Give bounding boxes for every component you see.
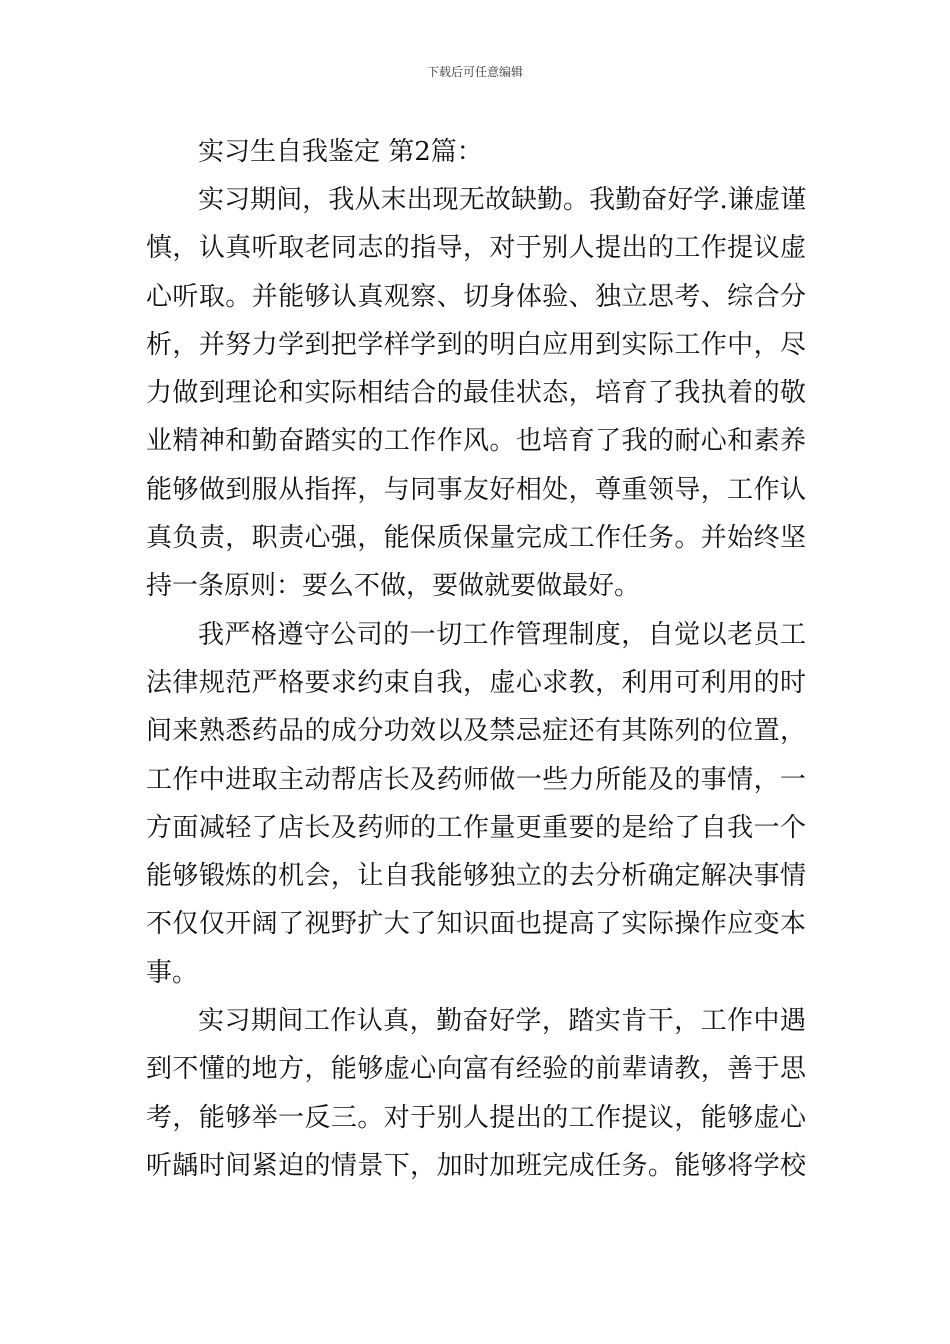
page-header-note: 下载后可任意编辑 — [426, 65, 523, 79]
paragraph-line: 能够做到服从指挥，与同事友好相处，尊重领导，工作认 — [146, 474, 806, 505]
paragraph-2 — [146, 611, 806, 997]
paragraph-line: 法律规范严格要求约束自我，虚心求教，利用可利用的时 — [146, 667, 806, 698]
paragraph-line: 业精神和勤奋踏实的工作作风。也培育了我的耐心和素养 — [146, 426, 806, 457]
paragraph-line: 实习期间工作认真，勤奋好学，踏实肯干，工作中遇 — [198, 1006, 806, 1037]
paragraph-line: 持一条原则：要么不做，要做就要做最好。 — [146, 571, 641, 602]
paragraph-line: 心听取。并能够认真观察、切身体验、独立思考、综合分 — [146, 281, 806, 312]
document-body — [146, 128, 806, 1190]
document-title: 实习生自我鉴定 第2篇： — [198, 137, 483, 167]
paragraph-3 — [146, 997, 806, 1190]
paragraph-line: 慎，认真听取老同志的指导，对于别人提出的工作提议虚 — [146, 233, 806, 264]
paragraph-line: 到不懂的地方，能够虚心向富有经验的前辈请教，善于思 — [146, 1054, 806, 1085]
paragraph-line: 间来熟悉药品的成分功效以及禁忌症还有其陈列的位置， — [146, 716, 806, 747]
paragraph-line: 真负责，职责心强，能保质保量完成工作任务。并始终坚 — [146, 523, 806, 554]
paragraph-line: 听龋时间紧迫的情景下，加时加班完成任务。能够将学校 — [146, 1150, 806, 1181]
paragraph-line: 事。 — [146, 957, 199, 988]
paragraph-line: 实习期间，我从末出现无故缺勤。我勤奋好学.谦虚谨 — [198, 185, 806, 215]
paragraph-1 — [146, 176, 806, 611]
paragraph-line: 力做到理论和实际相结合的最佳状态，培育了我执着的敬 — [146, 378, 806, 409]
paragraph-line: 析，并努力学到把学样学到的明白应用到实际工作中，尽 — [146, 329, 806, 360]
paragraph-line: 方面减轻了店长及药师的工作量更重要的是给了自我一个 — [146, 812, 806, 843]
paragraph-line: 我严格遵守公司的一切工作管理制度，自觉以老员工 — [198, 619, 806, 650]
paragraph-line: 考，能够举一反三。对于别人提出的工作提议，能够虚心 — [146, 1102, 806, 1133]
paragraph-line: 能够锻炼的机会，让自我能够独立的去分析确定解决事情 — [146, 861, 806, 892]
paragraph-line: 不仅仅开阔了视野扩大了知识面也提高了实际操作应变本 — [146, 909, 806, 940]
paragraph-line: 工作中进取主动帮店长及药师做一些力所能及的事情，一 — [146, 764, 806, 795]
